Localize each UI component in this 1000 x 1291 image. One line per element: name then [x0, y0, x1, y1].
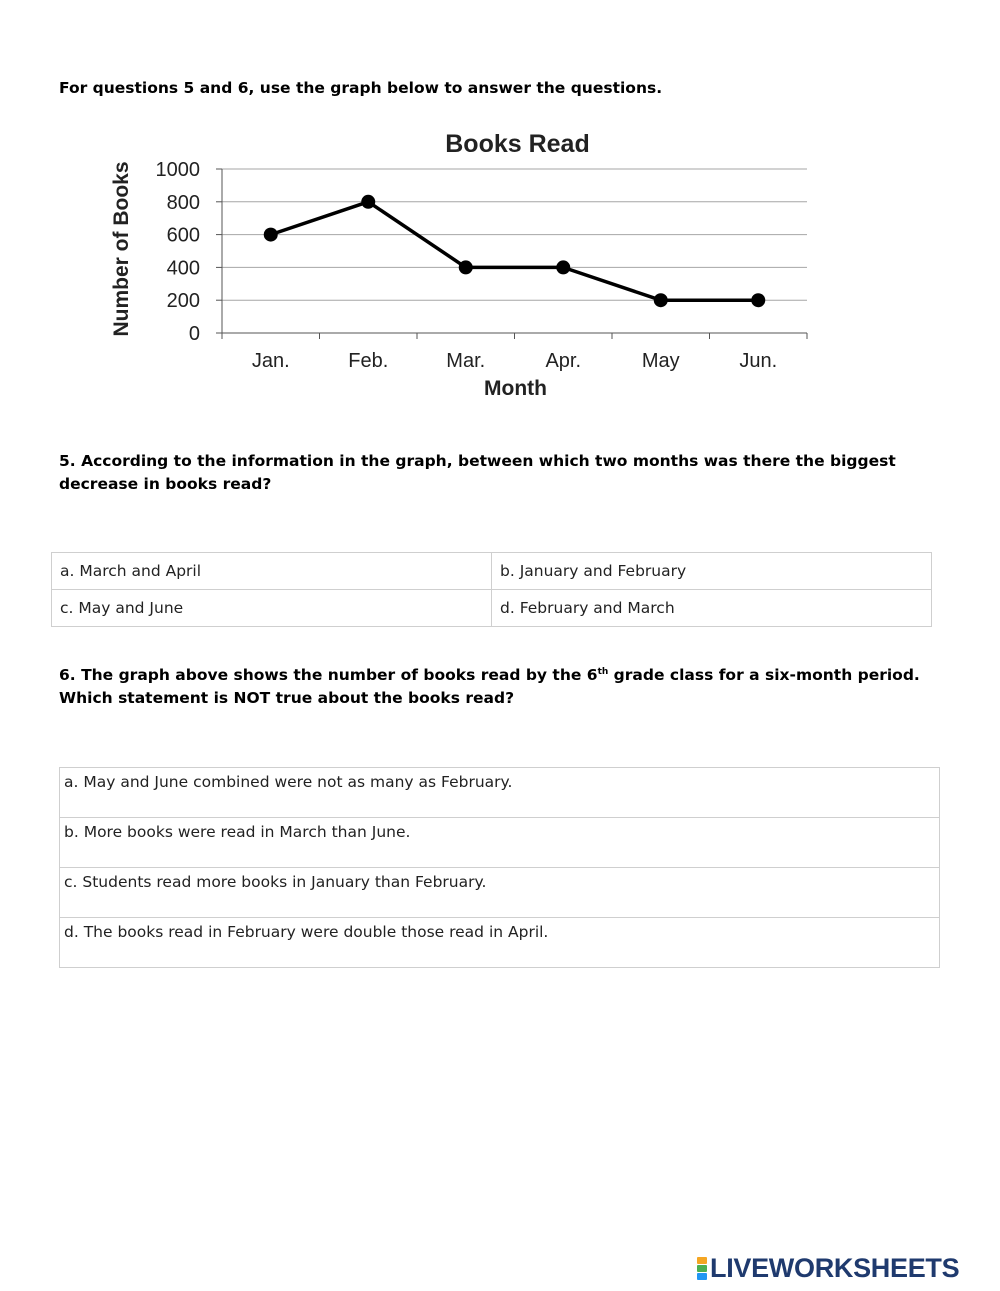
- data-point: [654, 293, 668, 307]
- question-5-options: [51, 552, 932, 627]
- question-6-text-end: grade class for a six-month period. Which statement is NOT true about the books read?: [59, 666, 920, 707]
- data-point: [751, 293, 765, 307]
- q5-option-b[interactable]: b. January and February: [492, 553, 932, 590]
- question-6-text-start: 6. The graph above shows the number of books read by the 6: [59, 666, 598, 684]
- q6-option-c[interactable]: c. Students read more books in January than February.: [60, 868, 940, 918]
- data-point: [556, 260, 570, 274]
- instructions-text: For questions 5 and 6, use the graph below to answer the questions.: [59, 79, 663, 97]
- logo-block-3: [697, 1273, 707, 1280]
- logo-block-1: [697, 1257, 707, 1264]
- question-5-text: 5. According to the information in the graph, between which two months was there the biggest decrease in books read?: [59, 452, 896, 493]
- y-tick-label: 0: [188, 323, 200, 345]
- y-tick-label: 200: [166, 290, 200, 313]
- question-6-options: [59, 767, 940, 968]
- x-tick-label: Apr.: [545, 350, 582, 372]
- brand-name: LIVEWORKSHEETS: [710, 1253, 960, 1283]
- data-point: [361, 195, 375, 209]
- series-line: [271, 202, 759, 300]
- data-point: [459, 260, 473, 274]
- x-tick-label: Feb.: [348, 350, 389, 372]
- logo-block-2: [697, 1265, 707, 1272]
- x-tick-label: Jun.: [739, 350, 778, 372]
- ordinal-suffix: th: [597, 666, 609, 677]
- x-tick-label: May: [641, 350, 680, 372]
- x-axis-title: Month: [484, 377, 547, 400]
- x-tick-label: Mar.: [446, 350, 486, 372]
- chart-title: Books Read: [445, 130, 590, 158]
- question-6-text: [59, 664, 949, 710]
- q5-option-c[interactable]: c. May and June: [52, 590, 492, 627]
- liveworksheets-logo: [697, 1253, 959, 1284]
- y-axis-title: Number of Books: [110, 161, 133, 337]
- logo-blocks-icon: [697, 1257, 707, 1280]
- q6-option-b[interactable]: b. More books were read in March than June.: [60, 818, 940, 868]
- data-point: [264, 228, 278, 242]
- y-tick-label: 1000: [155, 159, 200, 181]
- q5-option-a[interactable]: a. March and April: [52, 553, 492, 590]
- y-tick-label: 600: [166, 224, 200, 247]
- y-tick-label: 800: [166, 191, 200, 214]
- q6-option-d[interactable]: d. The books read in February were double those read in April.: [60, 918, 940, 968]
- q5-option-d[interactable]: d. February and March: [492, 590, 932, 627]
- q6-option-a[interactable]: a. May and June combined were not as many as February.: [60, 768, 940, 818]
- x-tick-label: Jan.: [251, 350, 290, 372]
- books-read-line-chart: [95, 115, 820, 410]
- y-tick-label: 400: [166, 257, 200, 280]
